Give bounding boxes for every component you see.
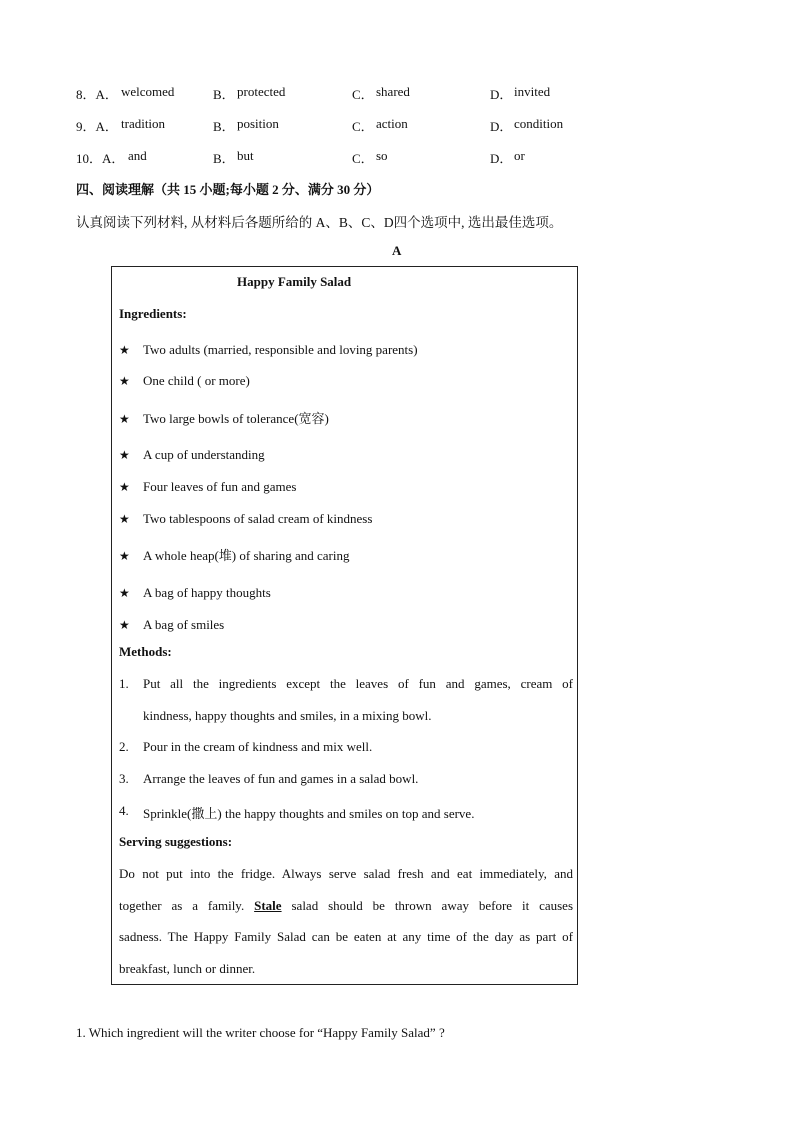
- choice-option-d: condition: [514, 116, 564, 131]
- choice-label-d: D．: [490, 151, 513, 166]
- choice-option-a: welcomed: [121, 84, 175, 99]
- serving-line-3: sadness. The Happy Family Salad can be eaten at any time of the day as part of: [119, 929, 573, 944]
- ingredient-item: [119, 617, 224, 633]
- star-icon: ★: [119, 512, 130, 526]
- choice-option-d: invited: [514, 84, 551, 99]
- choice-number: 10．A．: [76, 151, 125, 166]
- method-number: 4.: [119, 803, 129, 818]
- choice-label-b: B．: [213, 119, 235, 134]
- choice-number: 9．A．: [76, 119, 118, 134]
- serving-line-2-start: together as a family.: [119, 898, 245, 913]
- choice-option-c: so: [376, 148, 388, 163]
- choice-option-b: position: [237, 116, 279, 131]
- choice-number: 8．A．: [76, 87, 118, 102]
- choice-label-d: D．: [490, 119, 513, 134]
- method-step-1-line-2: kindness, happy thoughts and smiles, in a mixing bowl.: [143, 708, 432, 723]
- ingredient-text: A whole heap(堆) of sharing and caring: [143, 548, 350, 563]
- question-1: 1. Which ingredient will the writer choose for “Happy Family Salad” ?: [76, 1025, 445, 1040]
- star-icon: ★: [119, 586, 130, 600]
- star-icon: ★: [119, 374, 130, 388]
- ingredient-text: Two tablespoons of salad cream of kindness: [143, 511, 373, 526]
- method-step-4: Sprinkle(撒上) the happy thoughts and smiles on top and serve.: [143, 806, 475, 821]
- choice-label-d: D．: [490, 87, 513, 102]
- ingredient-item: [119, 511, 372, 527]
- instructions: 认真阅读下列材料, 从材料后各题所给的 A、B、C、D四个选项中, 选出最佳选项。: [76, 215, 563, 230]
- choice-label-c: C．: [352, 119, 374, 134]
- choice-option-b: protected: [237, 84, 286, 99]
- choice-label-c: C．: [352, 151, 374, 166]
- ingredient-text: A bag of happy thoughts: [143, 585, 271, 600]
- stale-word: Stale: [254, 898, 282, 913]
- choice-label-b: B．: [213, 151, 235, 166]
- ingredient-text: One child ( or more): [143, 373, 250, 388]
- ingredient-text: A bag of smiles: [143, 617, 225, 632]
- method-number: 2.: [119, 739, 129, 754]
- serving-line-2: [119, 898, 573, 914]
- ingredient-item: [119, 408, 329, 427]
- method-step-1-line-1: Put all the ingredients except the leaves of fun and games, cream of: [143, 676, 573, 691]
- serving-heading: Serving suggestions:: [119, 834, 233, 849]
- choice-row-8: [76, 84, 676, 102]
- serving-line-1: Do not put into the fridge. Always serve salad fresh and eat immediately, and: [119, 866, 573, 881]
- choice-option-a: tradition: [121, 116, 166, 131]
- choice-label-c: C．: [352, 87, 374, 102]
- choice-option-a: and: [128, 148, 147, 163]
- ingredients-heading: Ingredients:: [119, 306, 187, 321]
- recipe-title: Happy Family Salad: [237, 274, 352, 289]
- ingredient-item: [119, 479, 296, 495]
- ingredient-text: Two adults (married, responsible and loving parents): [143, 342, 418, 357]
- choice-option-d: or: [514, 148, 525, 163]
- choice-option-c: shared: [376, 84, 410, 99]
- star-icon: ★: [119, 343, 130, 357]
- serving-line-2-end: salad should be thrown away before it causes: [291, 898, 574, 913]
- method-number: 3.: [119, 771, 129, 786]
- ingredient-item: [119, 373, 250, 389]
- star-icon: ★: [119, 480, 130, 494]
- ingredient-item: [119, 447, 265, 463]
- ingredient-text: A cup of understanding: [143, 447, 265, 462]
- star-icon: ★: [119, 618, 130, 632]
- choice-label-b: B．: [213, 87, 235, 102]
- methods-heading: Methods:: [119, 644, 172, 659]
- choice-option-b: but: [237, 148, 254, 163]
- choice-row-9: [76, 116, 676, 134]
- method-step-3: Arrange the leaves of fun and games in a salad bowl.: [143, 771, 419, 786]
- serving-line-4: breakfast, lunch or dinner.: [119, 961, 256, 976]
- ingredient-text: Two large bowls of tolerance(宽容): [143, 411, 329, 426]
- ingredient-item: [119, 545, 350, 564]
- passage-label: A: [392, 243, 402, 258]
- star-icon: ★: [119, 412, 130, 426]
- ingredient-item: [119, 342, 418, 358]
- choice-option-c: action: [376, 116, 408, 131]
- star-icon: ★: [119, 448, 130, 462]
- star-icon: ★: [119, 549, 130, 563]
- method-step-2: Pour in the cream of kindness and mix well.: [143, 739, 373, 754]
- method-number: 1.: [119, 676, 129, 691]
- ingredient-text: Four leaves of fun and games: [143, 479, 297, 494]
- section-heading: 四、阅读理解（共 15 小题;每小题 2 分、满分 30 分）: [76, 182, 380, 197]
- choice-row-10: [76, 148, 676, 166]
- ingredient-item: [119, 585, 271, 601]
